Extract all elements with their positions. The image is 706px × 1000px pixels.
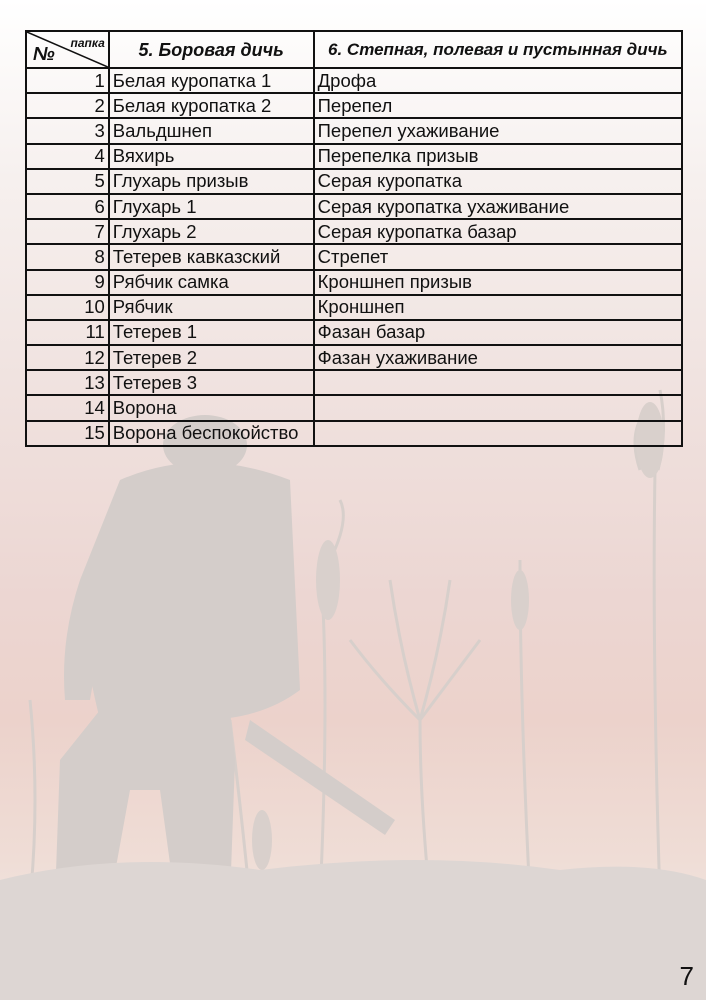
table-row <box>26 144 682 169</box>
forest-game-cell: Ворона <box>109 395 314 420</box>
row-number: 14 <box>26 395 109 420</box>
forest-game-cell: Рябчик <box>109 295 314 320</box>
header-col-steppe-game: 6. Степная, полевая и пустынная дичь <box>314 31 682 68</box>
steppe-game-cell: Перепел ухаживание <box>314 118 682 143</box>
header-col-forest-game: 5. Боровая дичь <box>109 31 314 68</box>
table-row <box>26 244 682 269</box>
table-row <box>26 395 682 420</box>
row-number: 12 <box>26 345 109 370</box>
table-row <box>26 345 682 370</box>
calls-table <box>25 30 683 447</box>
table-body <box>26 68 682 446</box>
forest-game-cell: Тетерев 2 <box>109 345 314 370</box>
forest-game-cell: Белая куропатка 1 <box>109 68 314 93</box>
table-row <box>26 370 682 395</box>
forest-game-cell: Глухарь 1 <box>109 194 314 219</box>
steppe-game-cell: Кроншнеп <box>314 295 682 320</box>
steppe-game-cell: Серая куропатка базар <box>314 219 682 244</box>
row-number: 8 <box>26 244 109 269</box>
steppe-game-cell <box>314 421 682 446</box>
table-row <box>26 118 682 143</box>
forest-game-cell: Рябчик самка <box>109 270 314 295</box>
header-corner-cell <box>26 31 109 68</box>
forest-game-cell: Тетерев 1 <box>109 320 314 345</box>
ground <box>0 860 706 1000</box>
steppe-game-cell: Серая куропатка <box>314 169 682 194</box>
steppe-game-cell <box>314 395 682 420</box>
row-number: 13 <box>26 370 109 395</box>
forest-game-cell: Глухарь призыв <box>109 169 314 194</box>
row-number: 10 <box>26 295 109 320</box>
table-row <box>26 169 682 194</box>
table-row <box>26 194 682 219</box>
header-number-label: № <box>33 44 55 65</box>
row-number: 9 <box>26 270 109 295</box>
steppe-game-cell: Серая куропатка ухаживание <box>314 194 682 219</box>
forest-game-cell: Вяхирь <box>109 144 314 169</box>
forest-game-cell: Ворона беспокойство <box>109 421 314 446</box>
steppe-game-cell: Стрепет <box>314 244 682 269</box>
steppe-game-cell: Перепел <box>314 93 682 118</box>
steppe-game-cell: Фазан ухаживание <box>314 345 682 370</box>
row-number: 4 <box>26 144 109 169</box>
steppe-game-cell <box>314 370 682 395</box>
forest-game-cell: Белая куропатка 2 <box>109 93 314 118</box>
table-header <box>26 31 682 68</box>
steppe-game-cell: Перепелка призыв <box>314 144 682 169</box>
forest-game-cell: Глухарь 2 <box>109 219 314 244</box>
table-row <box>26 295 682 320</box>
row-number: 1 <box>26 68 109 93</box>
hunter-figure <box>55 415 395 900</box>
row-number: 11 <box>26 320 109 345</box>
forest-game-cell: Вальдшнеп <box>109 118 314 143</box>
row-number: 5 <box>26 169 109 194</box>
row-number: 15 <box>26 421 109 446</box>
forest-game-cell: Тетерев кавказский <box>109 244 314 269</box>
page-number: 7 <box>679 961 694 991</box>
row-number: 3 <box>26 118 109 143</box>
table-row <box>26 270 682 295</box>
table-row <box>26 93 682 118</box>
table-row <box>26 320 682 345</box>
grass-seedheads <box>252 402 664 870</box>
header-folder-label: папка <box>70 36 105 50</box>
table-row <box>26 68 682 93</box>
row-number: 7 <box>26 219 109 244</box>
steppe-game-cell: Фазан базар <box>314 320 682 345</box>
steppe-game-cell: Кроншнеп призыв <box>314 270 682 295</box>
table-row <box>26 219 682 244</box>
steppe-game-cell: Дрофа <box>314 68 682 93</box>
table-row <box>26 421 682 446</box>
row-number: 2 <box>26 93 109 118</box>
row-number: 6 <box>26 194 109 219</box>
forest-game-cell: Тетерев 3 <box>109 370 314 395</box>
